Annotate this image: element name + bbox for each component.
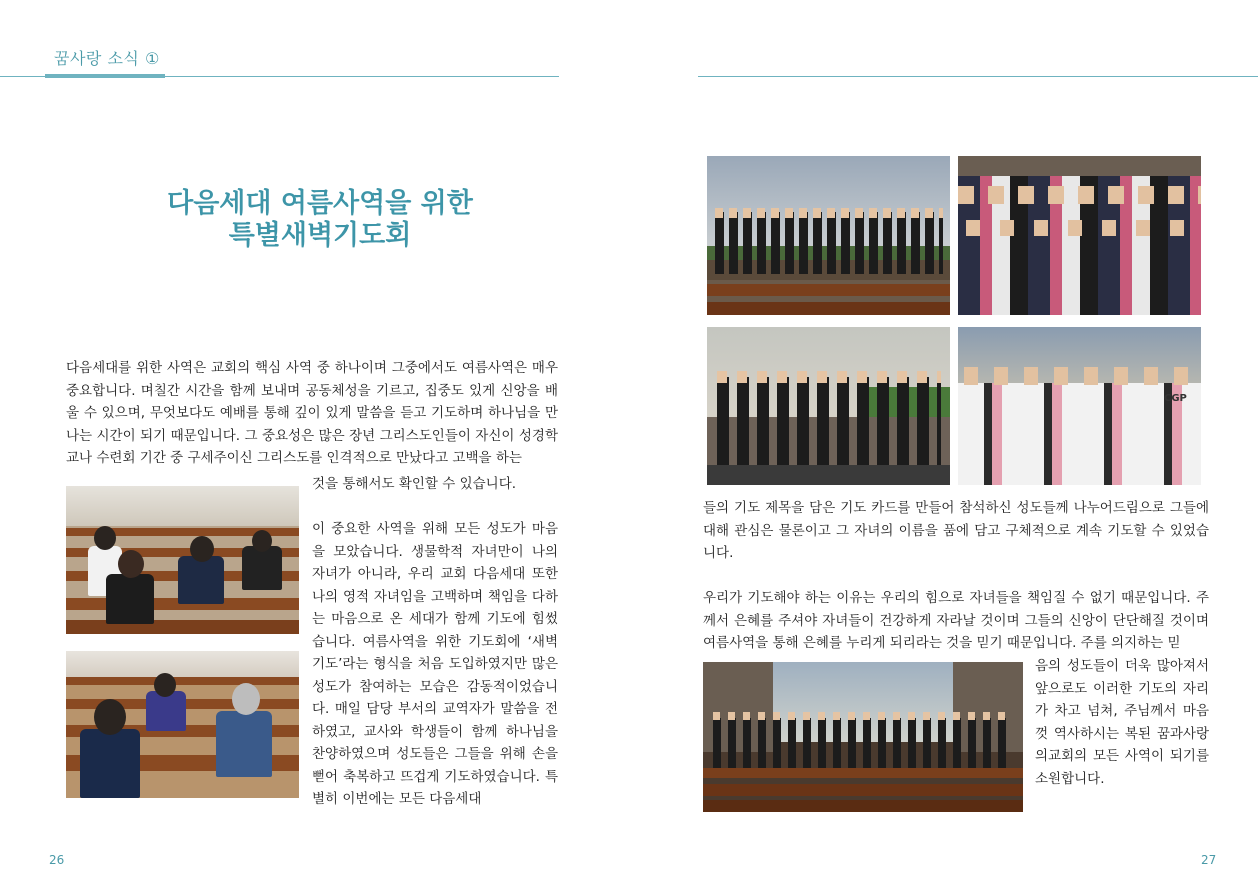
left-column-paragraph: 이 중요한 사역을 위해 모든 성도가 마음을 모았습니다. 생물학적 자녀만이 나의 자녀가 아니라, 우리 교회 다음세대 또한 나의 영적 자녀임을 고백하며 책임을 다하는 마음으로 온 세대가 함께 기도에 힘썼습니다. 여름사역을 위한 기도회에 ‘새벽기도’라는 형식을 처음 도입하였지만 많은 성도가 참여하는 모습은 감동적이었습니다. 매일 담당 부서의 교역자가 말씀을 전하였고, 교사와 학생들이 함께 하나님을 찬양하였으며 성도들은 그들을 위해 손을 뻗어 축복하고 뜨겁게 기도하였습니다. 특별히 이번에는 모든 다음세대 [312, 521, 558, 807]
photo-choir-wide [703, 662, 1023, 812]
page-number-right: 27 [1201, 853, 1217, 867]
photo-shirt-text: CGP [1164, 393, 1187, 404]
right-top-paragraph: 들의 기도 제목을 담은 기도 카드를 만들어 참석하신 성도들께 나누어드림으로 그들에 대해 관심은 물론이고 그 자녀의 이름을 품에 담고 구체적으로 계속 기도할 수 있었습니다. [703, 500, 1209, 561]
photo-stage-group-singing [707, 156, 950, 315]
article-title-line-1: 다음세대 여름사역을 위한 [167, 188, 473, 219]
photo-congregation-praying-1 [66, 486, 299, 634]
page-number-left: 26 [49, 853, 65, 867]
section-label: 꿈사랑 소식 ① [54, 49, 160, 68]
intro-paragraph-end: 것을 통해서도 확인할 수 있습니다. [312, 476, 517, 492]
photo-children-masks [958, 156, 1201, 315]
intro-paragraph: 다음세대를 위한 사역은 교회의 핵심 사역 중 하나이며 그중에서도 여름사역은 매우 중요합니다. 며칠간 시간을 함께 보내며 공동체성을 기르고, 집중도 있게 신앙을 배울 수 있으며, 무엇보다도 예배를 통해 깊이 있게 말씀을 듣고 기도하며 하나님을 만나는 시간이 되기 때문입니다. 그 중요성은 많은 장년 그리스도인들이 자신이 성경학교나 수련회 기간 중 구세주이신 그리스도를 인격적으로 만났다고 고백을 하는 [66, 360, 558, 466]
photo-stage-blessing [707, 327, 950, 485]
photo-congregation-praying-2 [66, 651, 299, 798]
header-divider-right [698, 76, 1258, 77]
article-title-line-2: 특별새벽기도회 [228, 220, 412, 251]
right-column-paragraph: 음의 성도들이 더욱 많아져서 앞으로도 이러한 기도의 자리가 차고 넘쳐, 주님께서 마음껏 역사하시는 복된 꿈과사랑의교회의 모든 사역이 되기를 소원합니다. [1035, 658, 1209, 787]
right-middle-paragraph: 우리가 기도해야 하는 이유는 우리의 힘으로 자녀들을 책임질 수 없기 때문입니다. 주께서 은혜를 주셔야 자녀들이 건강하게 자라날 것이며 그들의 신앙이 단단해질 것이며 여름사역을 통해 은혜를 누리게 되리라는 것을 믿기 때문입니다. 주를 의지하는 믿 [703, 590, 1209, 651]
section-label-underline [45, 74, 165, 78]
photo-youth-reading [958, 327, 1201, 485]
article-title [100, 188, 540, 252]
